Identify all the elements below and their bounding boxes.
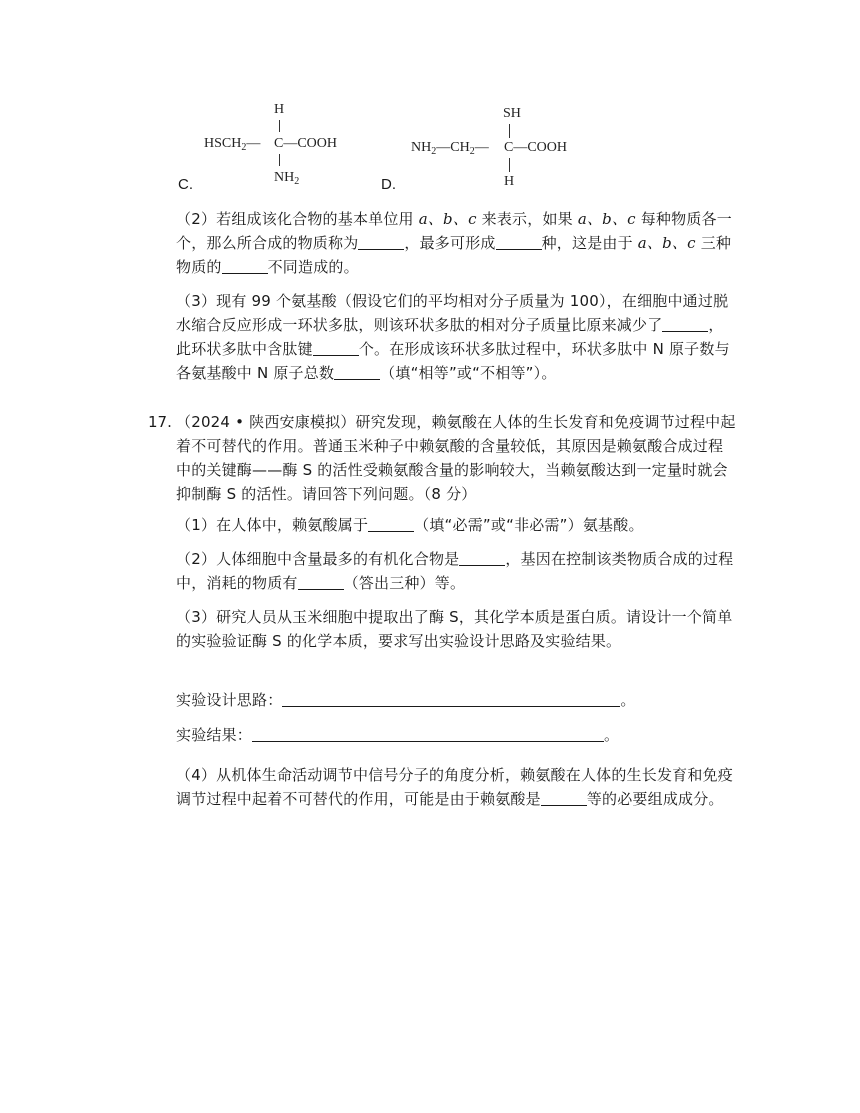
answer-blank[interactable] — [662, 315, 708, 332]
question-number: 17. — [148, 413, 172, 431]
bond-line — [509, 124, 510, 138]
answer-blank[interactable] — [459, 549, 505, 566]
struct-c-center: C—COOH — [274, 136, 338, 151]
answer-blank[interactable] — [496, 233, 542, 250]
answer-blank[interactable] — [298, 573, 344, 590]
bond-line — [279, 120, 280, 132]
q17-intro: （2024 • 陕西安康模拟）研究发现，赖氨酸在人体的生长发育和免疫调节过程中起着不可替代的作用。普通玉米种子中赖氨酸的含量较低，其原因是赖氨酸合成过程中的关键酶——酶 S 的活性受赖氨酸含量的影响较大，当赖氨酸达到一定量时就会抑制酶 S 的活性。请回答下列问题。（8 分） — [176, 413, 736, 503]
bond-line — [509, 158, 510, 172]
experiment-idea-line: 实验设计思路： 。 — [176, 691, 636, 709]
structure-d — [411, 104, 591, 194]
option-d-label: D. — [381, 176, 396, 193]
experiment-result-label: 实验结果： — [176, 726, 253, 744]
experiment-idea-label: 实验设计思路： — [176, 691, 283, 709]
struct-c-h-top: H — [274, 102, 285, 117]
struct-d-bottom: H — [504, 174, 515, 189]
q17-part1: （1）在人体中，赖氨酸属于 （填“必需”或“非必需”）氨基酸。 — [176, 516, 644, 534]
struct-d-top: SH — [503, 106, 521, 121]
struct-c-bottom: $NH_2$ — [274, 170, 300, 187]
q17-part4: （4）从机体生命活动调节中信号分子的角度分析，赖氨酸在人体的生长发育和免疫调节过程中起着不可替代的作用，可能是由于赖氨酸是 等的必要组成成分。 — [176, 766, 733, 808]
answer-blank[interactable] — [222, 257, 268, 274]
option-c-label: C. — [178, 176, 193, 193]
answer-blank[interactable] — [313, 339, 359, 356]
bond-line — [279, 154, 280, 166]
answer-blank[interactable] — [368, 515, 414, 532]
structure-c — [204, 100, 354, 190]
answer-blank[interactable] — [358, 233, 404, 250]
experiment-result-blank[interactable] — [252, 725, 604, 742]
struct-d-center: C—COOH — [504, 140, 568, 155]
q17-part2: （2）人体细胞中含量最多的有机化合物是 ，基因在控制该类物质合成的过程中，消耗的物质有 （答出三种）等。 — [176, 550, 734, 592]
struct-c-left: $HSCH_2—$ — [204, 136, 261, 153]
q17-part3: （3）研究人员从玉米细胞中提取出了酶 S，其化学本质是蛋白质。请设计一个简单的实验验证酶 S 的化学本质，要求写出实验设计思路及实验结果。 — [176, 608, 733, 650]
experiment-idea-blank[interactable] — [282, 690, 620, 707]
answer-blank[interactable] — [334, 363, 380, 380]
q16-part2: （2）若组成该化合物的基本单位用 a、b、c 来表示，如果 a、b、c 每种物质各一个，那么所合成的物质称为 ，最多可形成 种，这是由于 a、b、c 三种物质的 不同造成的。 — [176, 210, 732, 276]
answer-blank[interactable] — [541, 789, 587, 806]
struct-d-left: $NH_2—CH_2—$ — [411, 140, 489, 157]
experiment-result-line: 实验结果： 。 — [176, 726, 620, 744]
q16-part3: （3）现有 99 个氨基酸（假设它们的平均相对分子质量为 100），在细胞中通过脱水缩合反应形成一环状多肽，则该环状多肽的相对分子质量比原来减少了 ，此环状多肽中含肽键 个。在形成该环状多肽过程中，环状多肽中 N 原子数与各氨基酸中 N 原子总数 （填“相等”或“不相等”）。 — [176, 292, 730, 382]
